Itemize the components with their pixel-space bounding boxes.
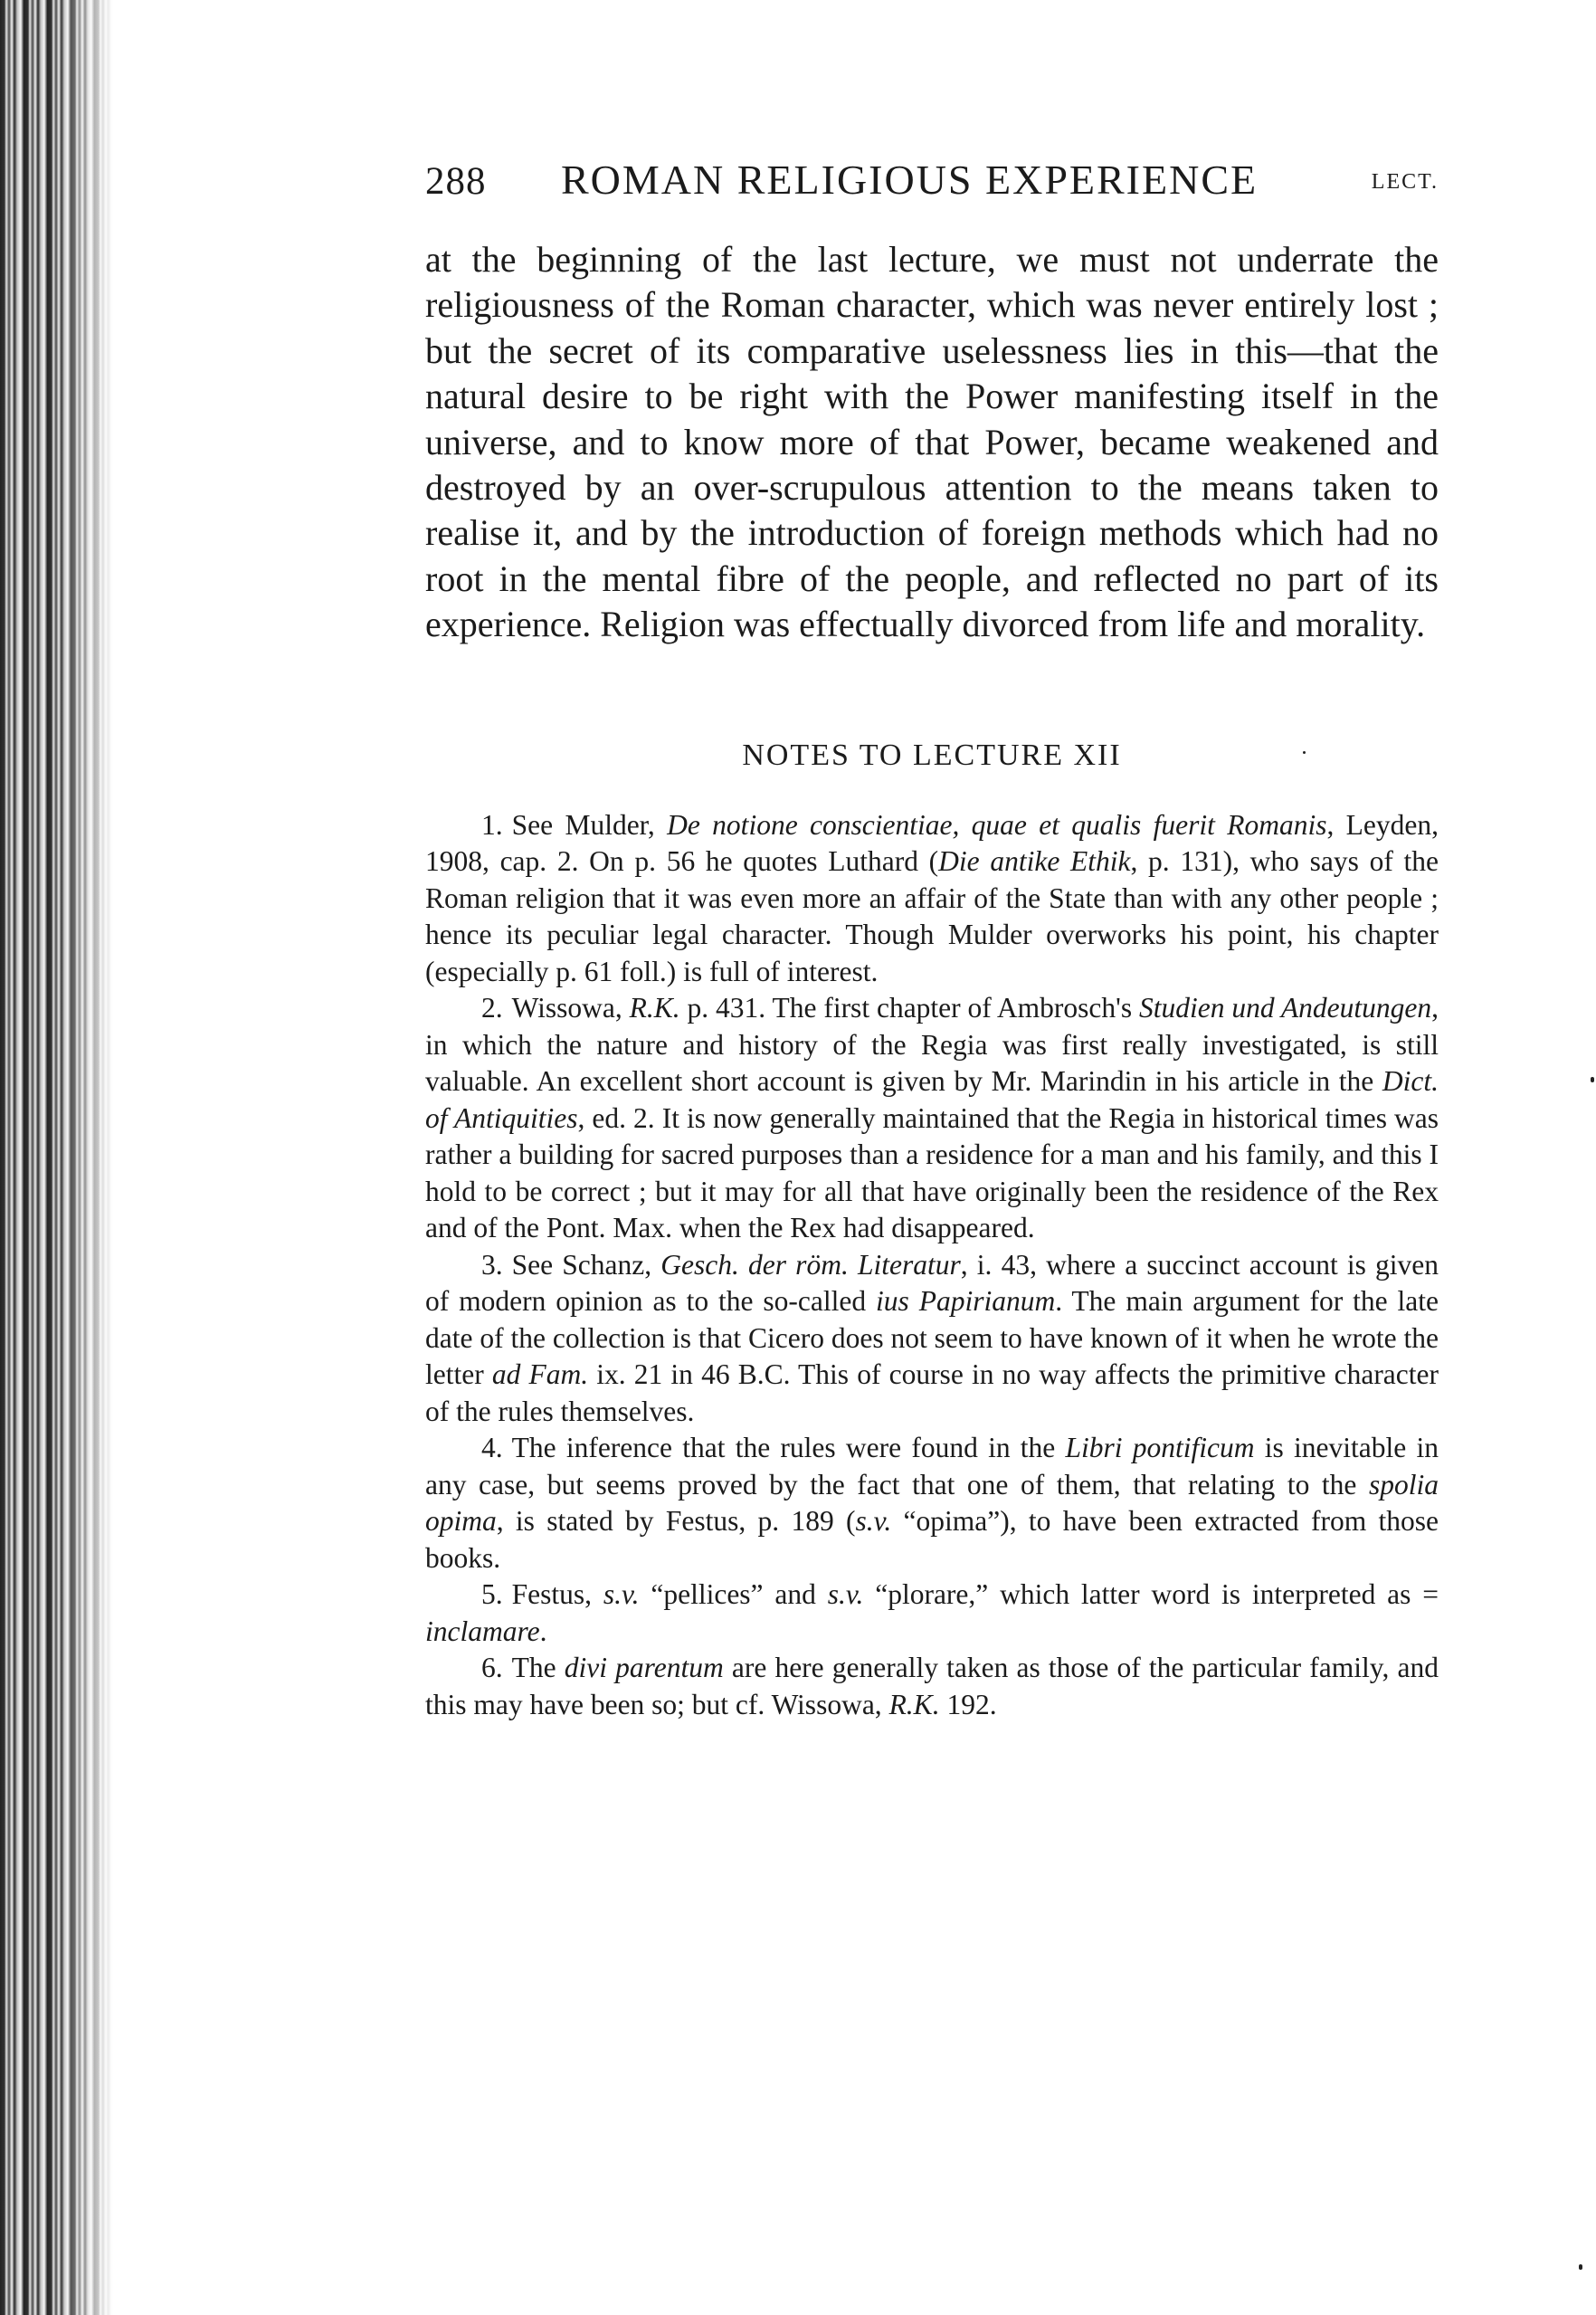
note-italic-text: R.K. [888,1688,940,1720]
book-page [425,154,1439,1723]
note-text: “opima”), to have been extracted from those books. [425,1505,1439,1574]
note-italic-text: Gesch. der röm. Literatur [660,1248,961,1281]
note-text: , ed. 2. It is now generally maintained that the Regia in historical times was rather a building for sacred purposes than a residence for a man and his family, and this I hold to be correct ; but it may for all that have originally been the residence of the Rex and of the Pont. Max. when the Rex had disappeared. [425,1101,1439,1244]
note-text: , is stated by Festus, p. 189 ( [496,1505,856,1538]
note-italic-text: s.v. [603,1578,640,1611]
note-4 [425,1430,1439,1577]
running-head-title: ROMAN RELIGIOUS EXPERIENCE [561,157,1259,203]
note-number: 3. [481,1248,503,1281]
note-italic-text: De notione conscientiae, quae et qualis fuerit Romanis [667,808,1327,841]
note-text: “pellices” and [639,1578,828,1611]
note-italic-text: s.v. [855,1505,892,1538]
note-text: , i. 43, where a succinct account is given of modern opinion as to the so-called [425,1248,1439,1318]
note-text: See Schanz, [511,1248,661,1281]
notes-list [425,807,1439,1724]
note-text: , Leyden, 1908, cap. 2. On p. 56 he quotes Luthard ( [425,808,1439,878]
note-text: is inevitable in any case, but seems proved by the fact that one of them, that relating to the [425,1432,1439,1500]
note-text: , in which the nature and history of the Regia was first really investigated, is still valuable. An excellent short account is given by Mr. Marindin in his article in the [425,992,1439,1098]
note-italic-text: s.v. [827,1578,864,1611]
note-text: . [539,1615,547,1647]
note-text: , p. 131), who says of the Roman religion that it was even more an affair of the State than with any other people ; hence its peculiar legal character. Though Mulder overworks his point, his chapter (especially p. 61 foll.) is full of interest. [425,845,1439,987]
note-text: Wissowa, [511,992,630,1024]
note-text: p. 431. The first chapter of Ambrosch's [679,992,1139,1024]
body-paragraph: at the beginning of the last lecture, we must not underrate the religiousness of the Roman character, which was never entirely lost ; but the secret of its comparative uselessness lies in this—that the natural desire to be right with the Power manifesting itself in the universe, and to know more of that Power, became weakened and destroyed by an over-scrupulous attention to the means taken to realise it, and by the introduction of foreign methods which had no root in the mental fibre of the people, and reflected no part of its experience. Religion was effectually divorced from life and morality. [425,239,1439,645]
note-text: ix. 21 in 46 B.C. This of course in no way affects the primitive character of the rules themselves. [425,1358,1439,1427]
note-italic-text: ad Fam. [491,1358,589,1391]
note-italic-text: R.K. [629,992,680,1024]
scan-speck [1303,751,1306,754]
note-italic-text: inclamare [425,1615,540,1647]
note-italic-text: Studien und Andeutungen [1138,992,1432,1024]
note-italic-text: Die antike Ethik [938,845,1131,878]
page-number: 288 [425,160,487,203]
scan-speck [1579,2264,1582,2270]
note-number: 1. [481,808,503,841]
note-number: 6. [481,1652,503,1684]
scan-speck [1591,1077,1594,1082]
note-text: are here generally taken as those of the particular family, and this may have been so; but cf. Wissowa, [425,1652,1439,1720]
note-2 [425,990,1439,1247]
note-text: “plorare,” which latter word is interpreted as = [863,1578,1439,1611]
note-3 [425,1247,1439,1431]
note-text: 192. [939,1688,997,1720]
note-text: The [511,1652,565,1684]
note-italic-text: Libri pontificum [1065,1432,1255,1464]
note-1 [425,807,1439,991]
note-text: See Mulder, [511,808,668,841]
note-text: The inference that the rules were found in the [511,1432,1066,1464]
note-italic-text: Dict. of Antiquities [425,1065,1439,1134]
note-number: 5. [481,1578,503,1611]
note-text: Festus, [511,1578,603,1611]
note-5 [425,1577,1439,1650]
notes-heading: NOTES TO LECTURE XII [742,738,1122,772]
note-italic-text: spolia opima [425,1468,1439,1538]
note-italic-text: divi parentum [564,1652,724,1684]
note-italic-text: ius Papirianum [876,1285,1056,1318]
running-head-lect: LECT. [1371,170,1439,194]
note-text: . The main argument for the late date of the collection is that Cicero does not seem to have known of it when he wrote the letter [425,1285,1439,1391]
running-head [425,154,1439,217]
book-binding-edge [0,0,113,2315]
note-number: 2. [481,992,503,1024]
note-6 [425,1650,1439,1723]
note-number: 4. [481,1432,503,1464]
